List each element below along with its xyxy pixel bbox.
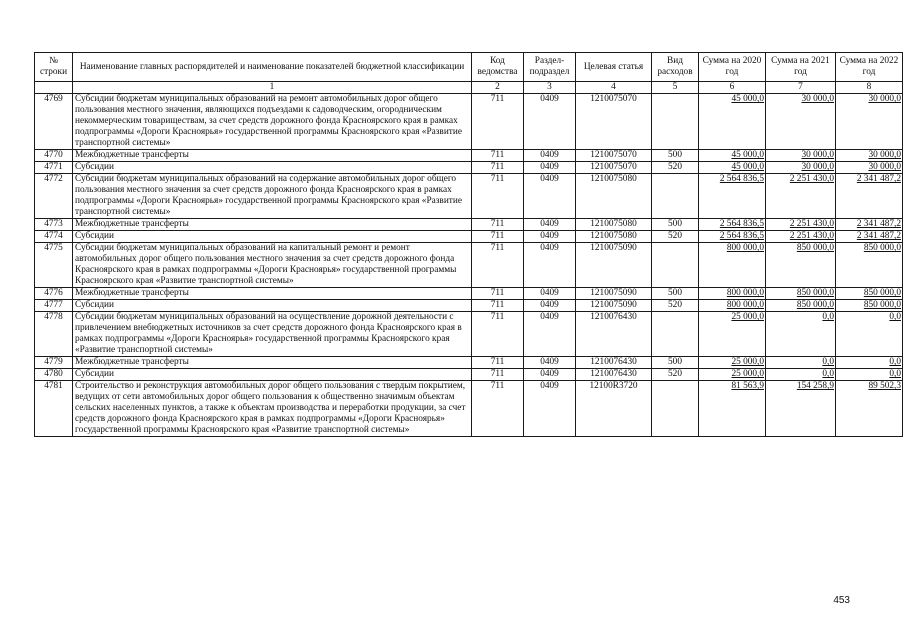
table-row — [35, 369, 903, 381]
indicator-name: Межбюджетные трансферты — [73, 357, 472, 369]
column-number: 5 — [652, 82, 699, 94]
dept-code: 711 — [472, 300, 524, 312]
target-article: 1210075090 — [576, 300, 652, 312]
sum-2022-value: 2 341 487,2 — [856, 231, 901, 241]
sum-2021-value: 850 000,0 — [796, 300, 834, 310]
column-number-blank — [35, 82, 73, 94]
target-article: 1210075080 — [576, 219, 652, 231]
sum-2021-value: 30 000,0 — [801, 150, 834, 160]
sum-2020-value: 800 000,0 — [726, 243, 764, 253]
sum-2020 — [699, 150, 766, 162]
sum-2020-value: 2 564 836,5 — [719, 174, 764, 184]
table-body — [35, 94, 903, 437]
dept-code: 711 — [472, 288, 524, 300]
section-code: 0409 — [524, 288, 576, 300]
sum-2020 — [699, 243, 766, 288]
indicator-name: Субсидии бюджетам муниципальных образований на осуществление дорожной деятельности с привлечением внебюджетных источников за счет средств дорожного фонда Красноярского края в рамках подпрограммы «Дороги Красноярья» государственной программы Красноярского края «Развитие транспортной системы» — [73, 312, 472, 357]
sum-2021-value: 0,0 — [822, 369, 834, 379]
sum-2021-value: 2 251 430,0 — [789, 231, 834, 241]
sum-2021 — [766, 219, 836, 231]
sum-2022 — [836, 150, 903, 162]
header-sum-2020: Сумма на 2020 год — [699, 53, 766, 82]
sum-2020 — [699, 162, 766, 174]
sum-2020-value: 2 564 836,5 — [719, 219, 764, 229]
sum-2020-value: 2 564 836,5 — [719, 231, 764, 241]
sum-2021-value: 2 251 430,0 — [789, 219, 834, 229]
indicator-name: Субсидии бюджетам муниципальных образований на капитальный ремонт и ремонт автомобильных дорог общего пользования местного значения за счет средств дорожного фонда Красноярского края в рамках подпрограммы «Дороги Красноярья» государственной программы Красноярского края «Развитие транспортной системы» — [73, 243, 472, 288]
row-number: 4781 — [35, 381, 73, 437]
sum-2022-value: 0,0 — [889, 357, 901, 367]
sum-2021-value: 154 258,9 — [796, 381, 834, 391]
sum-2022-value: 2 341 487,2 — [856, 174, 901, 184]
header-target: Целевая статья — [576, 53, 652, 82]
budget-sheet — [34, 52, 901, 437]
column-number: 1 — [73, 82, 472, 94]
column-number-row — [35, 82, 903, 94]
sum-2021-value: 30 000,0 — [801, 162, 834, 172]
expense-type — [652, 174, 699, 219]
section-code: 0409 — [524, 219, 576, 231]
section-code: 0409 — [524, 312, 576, 357]
column-number: 4 — [576, 82, 652, 94]
dept-code: 711 — [472, 381, 524, 437]
sum-2020 — [699, 300, 766, 312]
target-article: 1210075080 — [576, 174, 652, 219]
table-row — [35, 219, 903, 231]
sum-2020 — [699, 94, 766, 150]
header-name: Наименование главных распорядителей и наименование показателей бюджетной классификации — [73, 53, 472, 82]
table-row — [35, 174, 903, 219]
sum-2021 — [766, 312, 836, 357]
sum-2020-value: 45 000,0 — [731, 94, 764, 104]
sum-2020-value: 25 000,0 — [731, 357, 764, 367]
expense-type: 500 — [652, 150, 699, 162]
row-number: 4773 — [35, 219, 73, 231]
sum-2020 — [699, 381, 766, 437]
section-code: 0409 — [524, 94, 576, 150]
section-code: 0409 — [524, 231, 576, 243]
table-row — [35, 162, 903, 174]
sum-2022 — [836, 243, 903, 288]
indicator-name: Субсидии бюджетам муниципальных образований на ремонт автомобильных дорог общего пользования местного значения, являющихся подъездами к садоводческим, огородническим некоммерческим товариществам, за счет средств дорожного фонда Красноярского края в рамках подпрограммы «Дороги Красноярья» государственной программы Красноярского края «Развитие транспортной системы» — [73, 94, 472, 150]
sum-2021 — [766, 288, 836, 300]
expense-type — [652, 381, 699, 437]
expense-type: 500 — [652, 357, 699, 369]
sum-2021-value: 2 251 430,0 — [789, 174, 834, 184]
expense-type: 520 — [652, 369, 699, 381]
sum-2020 — [699, 174, 766, 219]
sum-2021 — [766, 162, 836, 174]
sum-2020-value: 25 000,0 — [731, 312, 764, 322]
sum-2022 — [836, 369, 903, 381]
section-code: 0409 — [524, 174, 576, 219]
sum-2022 — [836, 288, 903, 300]
target-article: 12100R3720 — [576, 381, 652, 437]
column-number: 6 — [699, 82, 766, 94]
sum-2020-value: 81 563,9 — [731, 381, 764, 391]
indicator-name: Субсидии — [73, 300, 472, 312]
header-dept-code: Код ведомства — [472, 53, 524, 82]
indicator-name: Субсидии — [73, 162, 472, 174]
table-row — [35, 288, 903, 300]
target-article: 1210075070 — [576, 150, 652, 162]
table-row — [35, 300, 903, 312]
indicator-name: Субсидии — [73, 231, 472, 243]
dept-code: 711 — [472, 357, 524, 369]
sum-2020 — [699, 369, 766, 381]
row-number: 4771 — [35, 162, 73, 174]
sum-2020-value: 800 000,0 — [726, 300, 764, 310]
dept-code: 711 — [472, 312, 524, 357]
table-row — [35, 381, 903, 437]
header-row-no: № строки — [35, 53, 73, 82]
row-number: 4780 — [35, 369, 73, 381]
dept-code: 711 — [472, 150, 524, 162]
sum-2021 — [766, 94, 836, 150]
row-number: 4779 — [35, 357, 73, 369]
target-article: 1210075090 — [576, 288, 652, 300]
section-code: 0409 — [524, 357, 576, 369]
dept-code: 711 — [472, 219, 524, 231]
sum-2022-value: 850 000,0 — [863, 288, 901, 298]
indicator-name: Субсидии — [73, 369, 472, 381]
expense-type — [652, 94, 699, 150]
indicator-name: Межбюджетные трансферты — [73, 288, 472, 300]
sum-2022-value: 30 000,0 — [868, 150, 901, 160]
sum-2022-value: 89 502,3 — [868, 381, 901, 391]
page-number: 453 — [833, 595, 850, 606]
header-sum-2021: Сумма на 2021 год — [766, 53, 836, 82]
target-article: 1210075070 — [576, 94, 652, 150]
dept-code: 711 — [472, 94, 524, 150]
row-number: 4777 — [35, 300, 73, 312]
dept-code: 711 — [472, 231, 524, 243]
table-row — [35, 243, 903, 288]
indicator-name: Субсидии бюджетам муниципальных образований на содержание автомобильных дорог общего пользования местного значения за счет средств дорожного фонда Красноярского края в рамках подпрограммы «Дороги Красноярья» государственной программы Красноярского края «Развитие транспортной системы» — [73, 174, 472, 219]
expense-type — [652, 243, 699, 288]
sum-2022 — [836, 381, 903, 437]
sum-2020 — [699, 231, 766, 243]
expense-type: 520 — [652, 300, 699, 312]
sum-2022 — [836, 300, 903, 312]
column-number: 3 — [524, 82, 576, 94]
sum-2022 — [836, 219, 903, 231]
sum-2022 — [836, 174, 903, 219]
table-row — [35, 231, 903, 243]
sum-2021 — [766, 357, 836, 369]
indicator-name: Межбюджетные трансферты — [73, 219, 472, 231]
sum-2020-value: 800 000,0 — [726, 288, 764, 298]
sum-2021-value: 0,0 — [822, 357, 834, 367]
sum-2021 — [766, 300, 836, 312]
table-row — [35, 357, 903, 369]
expense-type: 500 — [652, 219, 699, 231]
sum-2020-value: 45 000,0 — [731, 150, 764, 160]
header-section: Раздел-подраздел — [524, 53, 576, 82]
sum-2022 — [836, 231, 903, 243]
sum-2022 — [836, 94, 903, 150]
sum-2021-value: 850 000,0 — [796, 288, 834, 298]
sum-2021-value: 850 000,0 — [796, 243, 834, 253]
expense-type: 520 — [652, 231, 699, 243]
sum-2021 — [766, 381, 836, 437]
sum-2021 — [766, 174, 836, 219]
sum-2022-value: 30 000,0 — [868, 162, 901, 172]
sum-2020 — [699, 219, 766, 231]
table-row — [35, 312, 903, 357]
sum-2021 — [766, 231, 836, 243]
table-row — [35, 150, 903, 162]
row-number: 4770 — [35, 150, 73, 162]
target-article: 1210075090 — [576, 243, 652, 288]
section-code: 0409 — [524, 300, 576, 312]
row-number: 4769 — [35, 94, 73, 150]
sum-2021 — [766, 150, 836, 162]
header-row — [35, 53, 903, 82]
column-number: 8 — [836, 82, 903, 94]
sum-2020 — [699, 312, 766, 357]
target-article: 1210075070 — [576, 162, 652, 174]
sum-2022 — [836, 162, 903, 174]
section-code: 0409 — [524, 162, 576, 174]
column-number: 2 — [472, 82, 524, 94]
dept-code: 711 — [472, 369, 524, 381]
dept-code: 711 — [472, 162, 524, 174]
sum-2022-value: 850 000,0 — [863, 300, 901, 310]
sum-2020 — [699, 288, 766, 300]
section-code: 0409 — [524, 381, 576, 437]
sum-2022 — [836, 312, 903, 357]
dept-code: 711 — [472, 243, 524, 288]
sum-2021-value: 30 000,0 — [801, 94, 834, 104]
row-number: 4775 — [35, 243, 73, 288]
table-row — [35, 94, 903, 150]
indicator-name: Межбюджетные трансферты — [73, 150, 472, 162]
target-article: 1210075080 — [576, 231, 652, 243]
sum-2021 — [766, 243, 836, 288]
column-number: 7 — [766, 82, 836, 94]
sum-2022-value: 2 341 487,2 — [856, 219, 901, 229]
sum-2022-value: 850 000,0 — [863, 243, 901, 253]
row-number: 4772 — [35, 174, 73, 219]
sum-2022-value: 30 000,0 — [868, 94, 901, 104]
target-article: 1210076430 — [576, 312, 652, 357]
sum-2021 — [766, 369, 836, 381]
header-sum-2022: Сумма на 2022 год — [836, 53, 903, 82]
section-code: 0409 — [524, 150, 576, 162]
expense-type: 520 — [652, 162, 699, 174]
row-number: 4774 — [35, 231, 73, 243]
section-code: 0409 — [524, 243, 576, 288]
sum-2021-value: 0,0 — [822, 312, 834, 322]
indicator-name: Строительство и реконструкция автомобильных дорог общего пользования с твердым покрытием, ведущих от сети автомобильных дорог общего пользования к общественно значимым объектам сельских населенных пунктов, а также к объектам производства и переработки продукции, за счет средств дорожного фонда Красноярского края в рамках подпрограммы «Дороги Красноярья» государственной программы Красноярского края «Развитие транспортной системы» — [73, 381, 472, 437]
header-expense-type: Вид расходов — [652, 53, 699, 82]
row-number: 4778 — [35, 312, 73, 357]
sum-2020 — [699, 357, 766, 369]
dept-code: 711 — [472, 174, 524, 219]
sum-2022-value: 0,0 — [889, 369, 901, 379]
section-code: 0409 — [524, 369, 576, 381]
sum-2022-value: 0,0 — [889, 312, 901, 322]
sum-2020-value: 45 000,0 — [731, 162, 764, 172]
expense-type: 500 — [652, 288, 699, 300]
sum-2022 — [836, 357, 903, 369]
expense-type — [652, 312, 699, 357]
row-number: 4776 — [35, 288, 73, 300]
target-article: 1210076430 — [576, 369, 652, 381]
target-article: 1210076430 — [576, 357, 652, 369]
sum-2020-value: 25 000,0 — [731, 369, 764, 379]
budget-table — [34, 52, 903, 437]
